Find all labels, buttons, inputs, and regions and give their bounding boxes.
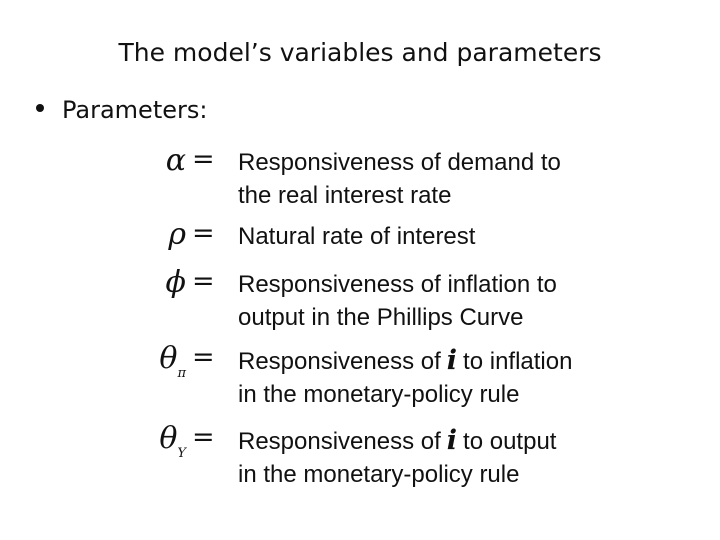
param-symbol: $\theta_\pi$: [159, 341, 186, 381]
param-symbol: α: [165, 143, 186, 178]
description-line: output in the Phillips Curve: [238, 304, 524, 331]
bullet-parameters: [36, 96, 207, 124]
description-line: in the monetary-policy rule: [238, 381, 520, 408]
param-phi: [148, 265, 708, 338]
slide-title: The model’s variables and parameters: [118, 38, 602, 67]
param-description: [238, 344, 572, 411]
param-description: [238, 424, 556, 491]
param-description: [238, 268, 557, 334]
equals-sign: =: [192, 266, 215, 297]
param-symbol: ρ: [168, 217, 186, 252]
param-subscript: π: [177, 366, 186, 381]
description-line: Responsiveness of demand to: [238, 149, 561, 176]
param-theta-pi: [148, 341, 708, 414]
param-subscript: Y: [177, 446, 186, 461]
equals-sign: =: [192, 144, 215, 175]
param-theta-y: [148, 421, 708, 494]
interest-rate-variable: i: [446, 345, 458, 376]
description-line: Responsiveness of inflation to: [238, 271, 557, 298]
param-description: [238, 220, 475, 253]
description-line: Natural rate of interest: [238, 223, 476, 250]
description-line: in the monetary-policy rule: [238, 461, 520, 488]
description-line: the real interest rate: [238, 182, 452, 209]
bullet-label: Parameters:: [62, 96, 208, 124]
equals-sign: =: [192, 342, 215, 373]
equals-sign: =: [192, 218, 215, 249]
description-line: Responsiveness of i to output: [238, 425, 557, 456]
param-symbol: ϕ: [165, 265, 186, 300]
interest-rate-variable: i: [446, 425, 458, 456]
equals-sign: =: [192, 422, 215, 453]
param-alpha: [148, 143, 708, 216]
bullet-dot-icon: [36, 104, 44, 112]
param-description: [238, 146, 561, 212]
description-line: Responsiveness of i to inflation: [238, 345, 573, 376]
param-symbol: $\theta_Y$: [159, 421, 186, 461]
